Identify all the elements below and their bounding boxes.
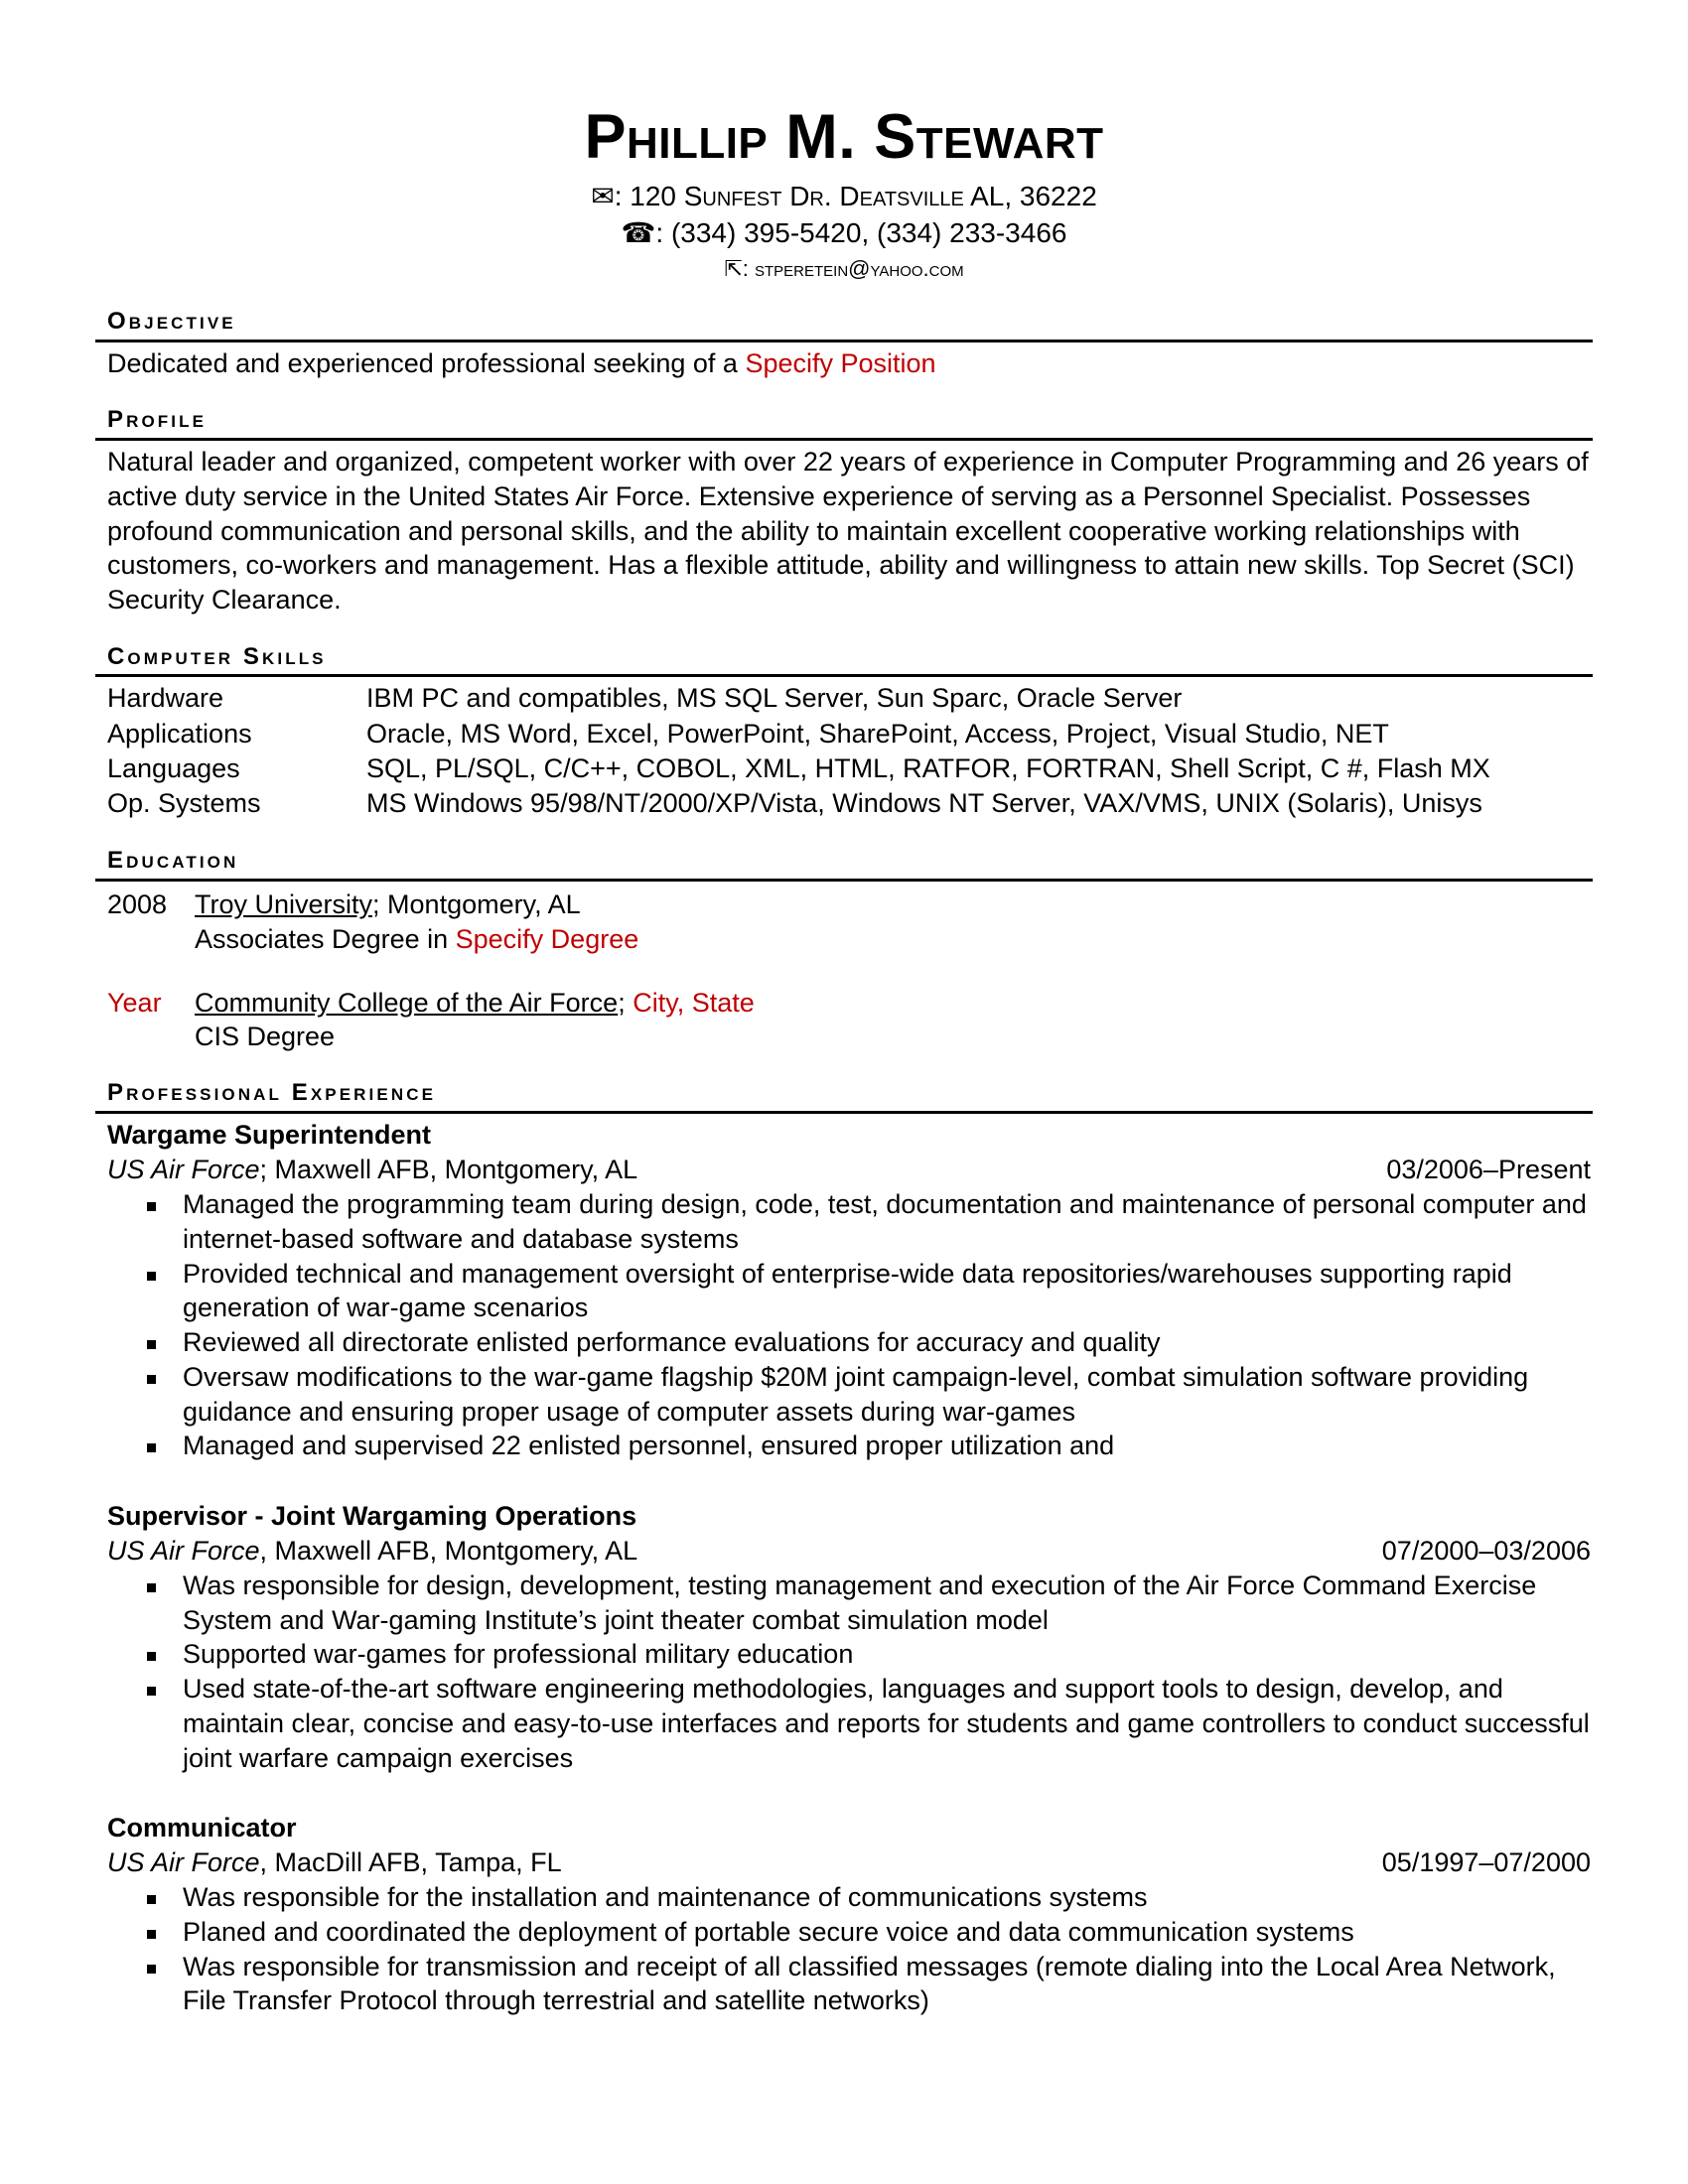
- skill-label: Op. Systems: [107, 788, 261, 819]
- job-employer-location: ; Maxwell AFB, Montgomery, AL: [259, 1155, 638, 1185]
- skill-label: Hardware: [107, 683, 224, 714]
- computer-skills-table: [107, 681, 1593, 821]
- education-entry: [107, 986, 1593, 1054]
- section-heading-objective: Objective: [95, 308, 1593, 342]
- table-row: [107, 751, 1593, 786]
- education-separator: ;: [618, 987, 633, 1018]
- skill-value: SQL, PL/SQL, C/C++, COBOL, XML, HTML, RATFOR, FORTRAN, Shell Script, C #, Flash MX: [366, 752, 1490, 783]
- experience-entry: [107, 1118, 1593, 1463]
- job-employer: US Air Force: [107, 1535, 260, 1566]
- contact-address-line: [95, 180, 1593, 214]
- list-item: Managed the programming team during design, code, test, documentation and maintenance of personal computer and internet-based software and database systems: [107, 1187, 1593, 1256]
- education-school: Community College of the Air Force: [195, 987, 619, 1018]
- skill-value: IBM PC and compatibles, MS SQL Server, Sun Sparc, Oracle Server: [366, 683, 1183, 714]
- contact-email-line: [95, 255, 1593, 282]
- objective-placeholder: Specify Position: [745, 347, 936, 378]
- section-heading-professional-experience: Professional Experience: [95, 1079, 1593, 1114]
- section-objective: [95, 308, 1593, 380]
- section-heading-profile: Profile: [95, 406, 1593, 441]
- job-dates: 03/2006–Present: [1386, 1155, 1591, 1185]
- job-title: Wargame Superintendent: [107, 1120, 432, 1151]
- list-item: Oversaw modifications to the war-game flagship $20M joint campaign-level, combat simulation software providing guidance and ensuring proper usage of computer assets during war-games: [107, 1360, 1593, 1429]
- mouse-pointer-icon: ⇱: [724, 255, 743, 281]
- education-degree-static: Associates Degree in: [195, 923, 456, 954]
- job-meta: [107, 1153, 1593, 1187]
- list-item: Was responsible for transmission and receipt of all classified messages (remote dialing into the Local Area Network, File Transfer Protocol through terrestrial and satellite networks): [107, 1950, 1593, 2018]
- education-year: 2008: [107, 889, 168, 920]
- section-profile: [95, 406, 1593, 616]
- job-employer: US Air Force: [107, 1155, 260, 1185]
- list-item: Planed and coordinated the deployment of portable secure voice and data communication systems: [107, 1915, 1593, 1950]
- education-degree-line: [195, 1020, 1593, 1053]
- job-meta: [107, 1534, 1593, 1569]
- list-item: Reviewed all directorate enlisted performance evaluations for accuracy and quality: [107, 1325, 1593, 1360]
- section-heading-computer-skills: Computer Skills: [95, 643, 1593, 678]
- job-dates: 05/1997–07/2000: [1381, 1847, 1591, 1878]
- job-meta: [107, 1845, 1593, 1880]
- list-item: Used state-of-the-art software engineering methodologies, languages and support tools to design, develop, and maintain clear, concise and easy-to-use interfaces and reports for students and game controllers to conduct successful joint warfare campaign exercises: [107, 1672, 1593, 1775]
- list-item: Supported war-games for professional military education: [107, 1637, 1593, 1672]
- education-location: City, State: [633, 987, 755, 1018]
- contact-phone-line: [95, 216, 1593, 251]
- section-professional-experience: [95, 1079, 1593, 2018]
- section-education: [95, 847, 1593, 1053]
- table-row: [107, 681, 1593, 716]
- list-item: Managed and supervised 22 enlisted personnel, ensured proper utilization and: [107, 1429, 1593, 1463]
- job-employer: US Air Force: [107, 1847, 260, 1878]
- objective-text: [107, 346, 1593, 381]
- candidate-name: Phillip M. Stewart: [584, 102, 1104, 172]
- contact-phone-text: : (334) 395-5420, (334) 233-3466: [655, 216, 1067, 248]
- list-item: Was responsible for the installation and maintenance of communications systems: [107, 1880, 1593, 1915]
- education-entry: [107, 887, 1593, 956]
- job-dates: 07/2000–03/2006: [1381, 1535, 1591, 1566]
- table-row: [107, 717, 1593, 751]
- education-location: Montgomery, AL: [387, 889, 581, 920]
- contact-email-text: : stperetein@yahoo.com: [742, 255, 964, 281]
- objective-text-static: Dedicated and experienced professional seeking of a: [107, 347, 746, 378]
- table-row: [107, 786, 1593, 821]
- job-employer-line: [107, 1534, 637, 1569]
- telephone-icon: ☎: [621, 216, 656, 248]
- section-computer-skills: [95, 643, 1593, 822]
- resume-sheet: [95, 0, 1593, 2018]
- profile-text: Natural leader and organized, competent worker with over 22 years of experience in Computer Programming and 26 years of active duty service in the United States Air Force. Extensive experience of serving as a Personnel Specialist. Possesses profound communication and personal skills, and the ability to maintain excellent cooperative working relationships with customers, co-workers and management. Has a flexible attitude, ability and willingness to attain new skills. Top Secret (SCI) Security Clearance.: [107, 447, 1589, 614]
- envelope-icon: ✉: [591, 181, 615, 212]
- skill-label: Applications: [107, 718, 252, 749]
- job-employer-line: [107, 1153, 637, 1187]
- list-item: Provided technical and management oversight of enterprise-wide data repositories/warehouses supporting rapid generation of war-game scenarios: [107, 1257, 1593, 1325]
- education-degree-placeholder: Specify Degree: [455, 923, 639, 954]
- job-employer-location: , Maxwell AFB, Montgomery, AL: [259, 1535, 638, 1566]
- list-item: Was responsible for design, development, testing management and execution of the Air Force Command Exercise System and War-gaming Institute’s joint theater combat simulation model: [107, 1569, 1593, 1637]
- education-year: Year: [107, 987, 162, 1018]
- contact-address-text: : 120 Sunfest Dr. Deatsville AL, 36222: [614, 181, 1097, 212]
- education-school: Troy University: [195, 889, 373, 920]
- education-degree-line: [195, 922, 1593, 956]
- education-degree-static: CIS Degree: [195, 1022, 336, 1052]
- skill-value: MS Windows 95/98/NT/2000/XP/Vista, Windows NT Server, VAX/VMS, UNIX (Solaris), Unisys: [366, 788, 1482, 819]
- job-title: Supervisor - Joint Wargaming Operations: [107, 1500, 637, 1531]
- section-heading-education: Education: [95, 847, 1593, 882]
- job-bullet-list: [107, 1569, 1593, 1775]
- resume-header: [95, 104, 1593, 282]
- job-title: Communicator: [107, 1813, 297, 1843]
- job-employer-location: , MacDill AFB, Tampa, FL: [259, 1847, 562, 1878]
- job-employer-line: [107, 1845, 562, 1880]
- skill-label: Languages: [107, 752, 240, 783]
- job-bullet-list: [107, 1187, 1593, 1463]
- job-bullet-list: [107, 1880, 1593, 2018]
- experience-entry: [107, 1811, 1593, 2018]
- education-separator: ;: [372, 889, 388, 920]
- skill-value: Oracle, MS Word, Excel, PowerPoint, SharePoint, Access, Project, Visual Studio, NET: [366, 718, 1389, 749]
- experience-entry: [107, 1499, 1593, 1775]
